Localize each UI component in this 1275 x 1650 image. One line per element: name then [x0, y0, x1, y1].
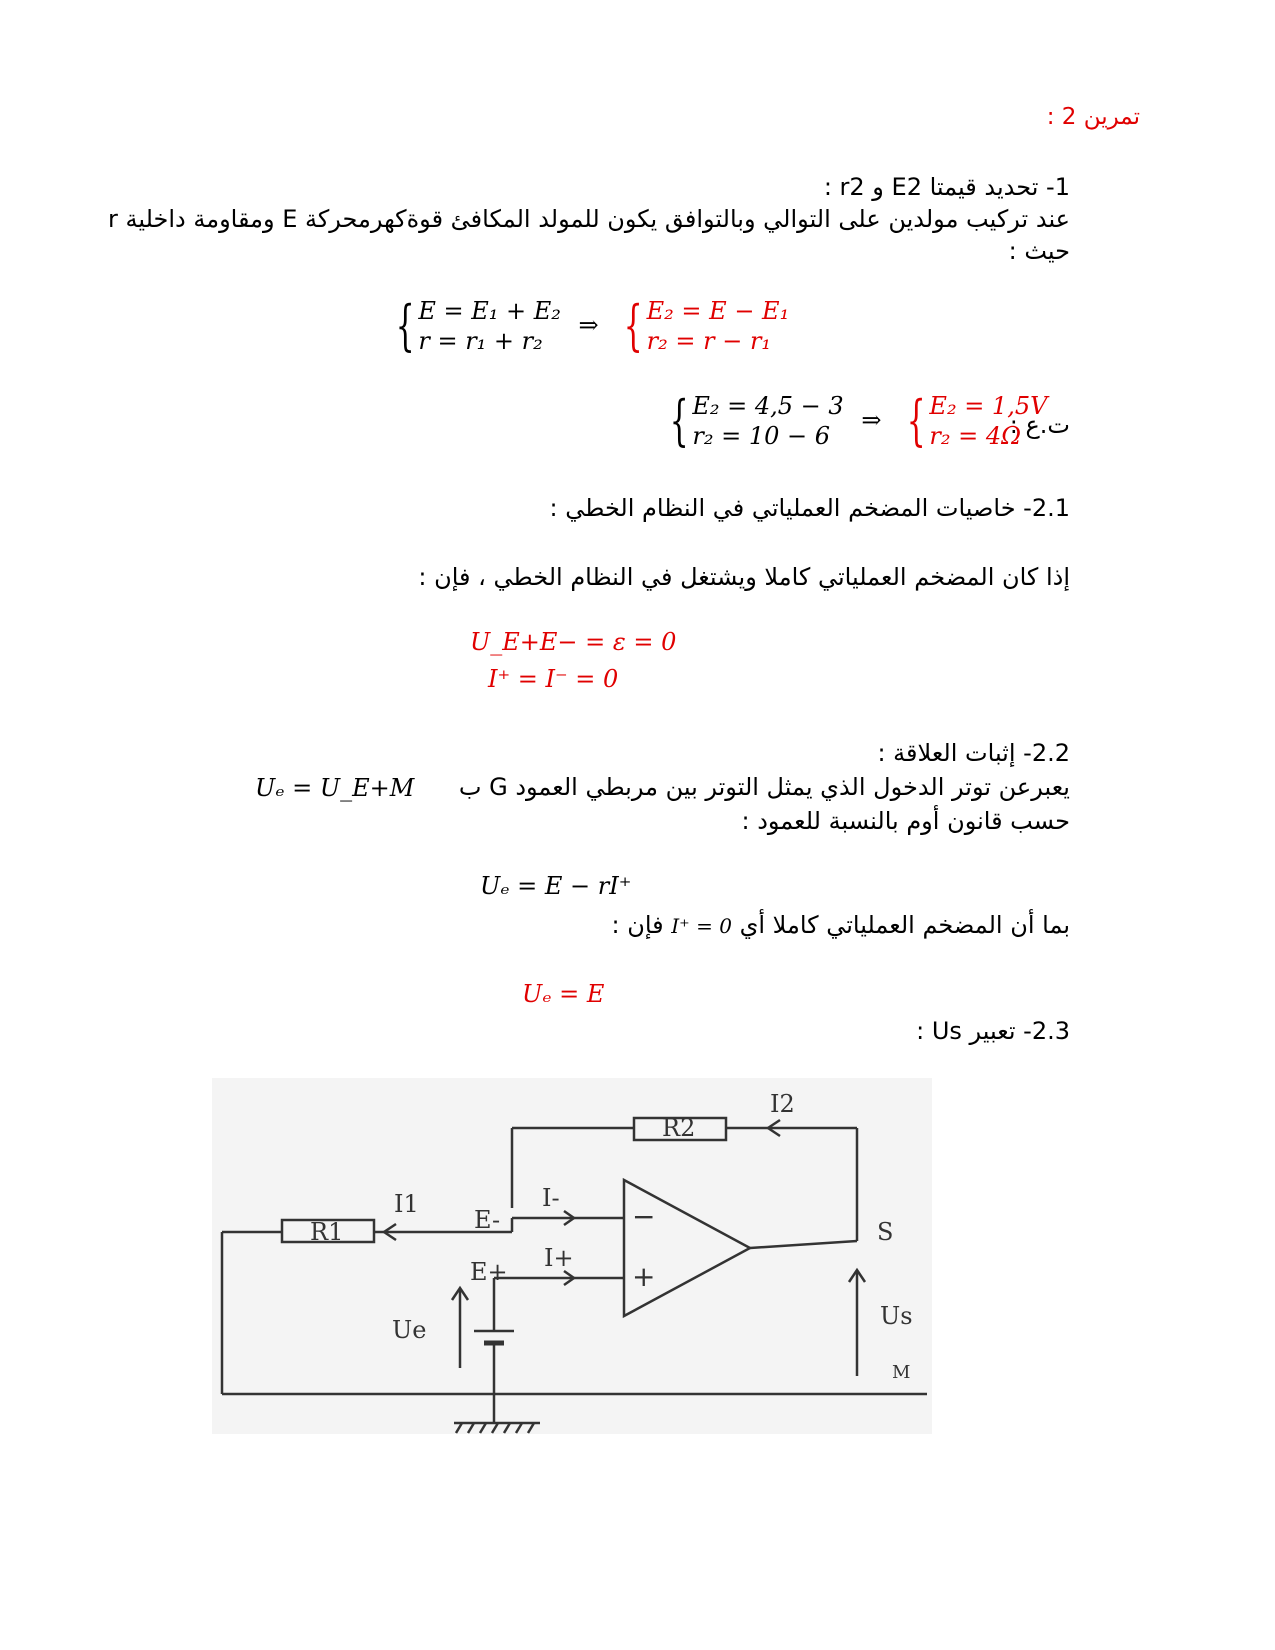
- sys2-line1: E₂ = E − E₁: [646, 297, 790, 325]
- sys3-line2: r₂ = 10 − 6: [692, 422, 830, 450]
- q1-numeric-application: { E₂ = 4,5 − 3 r₂ = 10 − 6 ⇒ { E₂ = 1,5V r₂ = 4Ω: [669, 389, 1048, 452]
- sys3-line1: E₂ = 4,5 − 3: [692, 392, 844, 420]
- q23-heading: 2.3- تعبير Us :: [916, 1017, 1070, 1045]
- label-m: M: [892, 1362, 911, 1383]
- q22-line3: [612, 910, 1070, 941]
- label-i1: I1: [394, 1190, 419, 1218]
- label-ue: Ue: [392, 1316, 427, 1344]
- q22-eq1: Uₑ = E − rI⁺: [480, 872, 632, 900]
- exercise-title: تمرين 2 :: [1046, 104, 1140, 130]
- implies-arrow: ⇒: [861, 405, 882, 434]
- q1-system-equations: { E = E₁ + E₂ r = r₁ + r₂ ⇒ { E₂ = E − E₁ r₂ = r − r₁: [395, 294, 790, 357]
- label-s: S: [877, 1218, 894, 1246]
- q22-line3-math: I⁺ = 0: [671, 914, 732, 938]
- opamp-circuit-diagram: [212, 1078, 932, 1434]
- label-us: Us: [880, 1302, 913, 1330]
- implies-arrow: ⇒: [578, 310, 599, 339]
- minus-sign: −: [632, 1200, 656, 1233]
- q1-paragraph: عند تركيب مولدين على التوالي وبالتوافق يكون للمولد المكافئ قوةكهرمحركة E ومقاومة داخلية r حيث :: [107, 205, 1070, 265]
- label-e-minus: E-: [474, 1206, 501, 1234]
- q22-line2: حسب قانون أوم بالنسبة للعمود :: [741, 807, 1070, 835]
- sys1-line1: E = E₁ + E₂: [418, 297, 561, 325]
- q1-heading: 1- تحديد قيمتا E2 و r2 :: [823, 173, 1070, 201]
- label-e-plus: E+: [470, 1258, 508, 1286]
- label-i2: I2: [770, 1090, 795, 1118]
- q21-line: إذا كان المضخم العملياتي كاملا ويشتغل في النظام الخطي ، فإن :: [418, 563, 1070, 591]
- plus-sign: +: [632, 1260, 656, 1293]
- label-i-minus: I-: [542, 1184, 560, 1212]
- sys2-line2: r₂ = r − r₁: [646, 327, 772, 355]
- label-r2: R2: [662, 1114, 696, 1142]
- sys4-line2: r₂ = 4Ω: [929, 422, 1022, 450]
- label-i-plus: I+: [544, 1244, 574, 1272]
- circuit-svg: [212, 1078, 932, 1434]
- q22-line1-math: Uₑ = U_E+M: [255, 774, 415, 802]
- numeric-label: ت.ع :: [1009, 411, 1070, 439]
- q22-line3b: فإن :: [611, 911, 664, 939]
- q21-eq2: I⁺ = I⁻ = 0: [488, 665, 619, 693]
- q22-line3a: بما أن المضخم العملياتي كاملا أي: [739, 911, 1070, 939]
- q21-heading: 2.1- خاصيات المضخم العملياتي في النظام الخطي :: [549, 494, 1070, 522]
- q21-eq1: U_E+E− = ε = 0: [470, 628, 677, 656]
- sys4-line1: E₂ = 1,5V: [929, 392, 1048, 420]
- q22-eq2: Uₑ = E: [522, 980, 605, 1008]
- q22-heading: 2.2- إثبات العلاقة :: [877, 739, 1070, 767]
- q22-line1: يعبرعن توتر الدخول الذي يمثل التوتر بين مربطي العمود G ب: [458, 773, 1070, 801]
- label-r1: R1: [310, 1218, 344, 1246]
- sys1-line2: r = r₁ + r₂: [418, 327, 543, 355]
